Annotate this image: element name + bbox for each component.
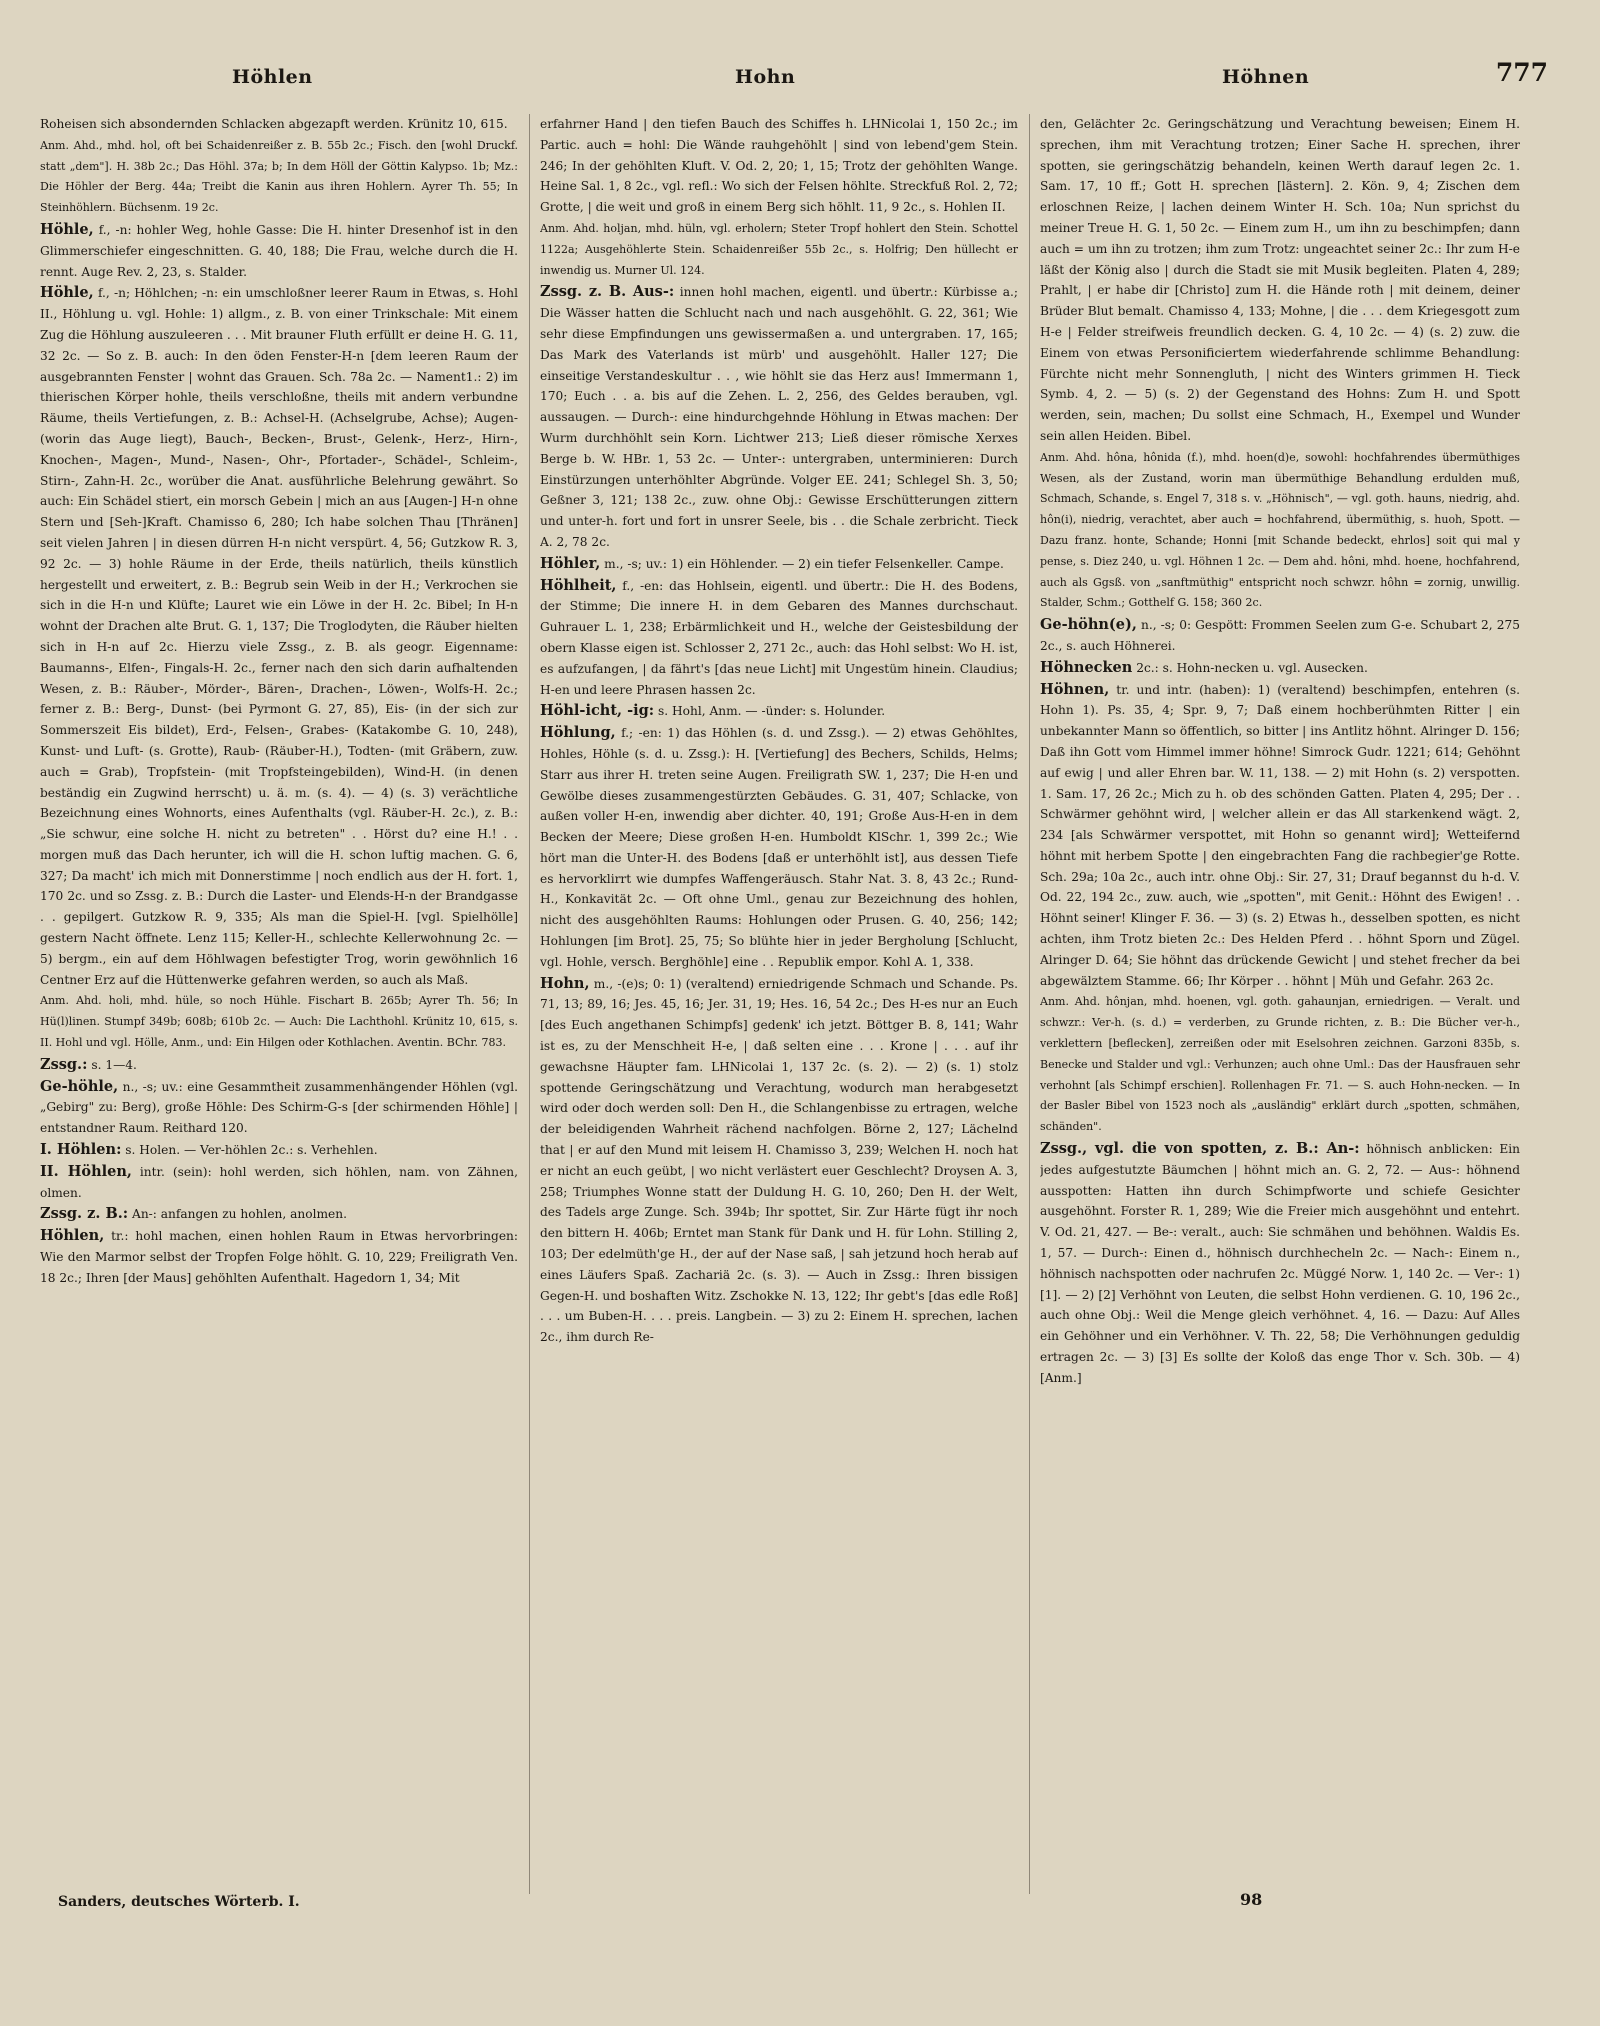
header-left-word: Höhlen [232, 66, 313, 88]
entry-headword: Ge-höhn(e), [1040, 616, 1137, 634]
continuation-paragraph [540, 114, 1018, 218]
entry-headword: Höhlheit, [540, 576, 617, 594]
dictionary-entry [40, 1226, 518, 1288]
continuation-paragraph [40, 114, 518, 135]
entry-text: s. 1—4. [91, 1057, 137, 1072]
dictionary-entry [540, 282, 1018, 552]
entry-text: Anm. Ahd., mhd. hol, oft bei Schaidenreißer z. B. 55b 2c.; Fisch. den [wohl Druckf. statt „dem"]. H. 38b 2c.; Das Höhl. 37a; b; In dem Höll der Göttin Kalypso. 1b; Mz.: Die Höhler der Berg. 44a; Treibt die Kanin aus ihren Hohlern. Ayrer Th. 55; In Steinhöhlern. Büchsenm. 19 2c. [40, 138, 518, 215]
entry-text: erfahrner Hand | den tiefen Bauch des Schiffes h. LHNicolai 1, 150 2c.; im Partic. auch = hohl: Die Wände rauhgehöhlt | sind von lebend'gem Stein. 246; In der gehöhlten Kluft. V. Od. 2, 20; 1, 15; Trotz der gehöhlten Wange. Heine Sal. 1, 8 2c., vgl. refl.: Wo sich der Felsen höhlte. Streckfuß Rol. 2, 72; Grotte, | die weit und groß in einem Berg sich höhlt. 11, 9 2c., s. Hohlen II. [540, 117, 1018, 215]
entry-text: m., -s; uv.: 1) ein Höhlender. — 2) ein tiefer Felsenkeller. Campe. [604, 556, 1004, 571]
text-column-3 [1040, 114, 1520, 1894]
dictionary-entry [40, 1162, 518, 1204]
annotation-paragraph [1040, 992, 1520, 1138]
entry-text: f., -n; Höhlchen; -n: ein umschloßner leerer Raum in Etwas, s. Hohl II., Höhlung u. vgl. Hohle: 1) allgm., z. B. von einer Trinkschale: Mit einem Zug die Höhlung auszuleeren . . . Mit brauner Fluth erfüllt er deine H. G. 11, 32 2c. — So z. B. auch: In den öden Fenster-H-n [dem leeren Raum der ausgebrannten Fenster | wohnt das Grauen. Sch. 78a 2c. — Nament1.: 2) im thierischen Körper hohle, theils verschloßne, theils mit andern verbundne Räume, theils Vertiefungen, z. B.: Achsel-H. (Achselgrube, Achse); Augen- (worin das Auge liegt), Bauch-, Becken-, Brust-, Gelenk-, Herz-, Hirn-, Knochen-, Magen-, Mund-, Nasen-, Ohr-, Pfortader-, Schädel-, Schleim-, Stirn-, Zahn-H. 2c., worüber die Anat. ausführliche Belehrung gewährt. So auch: Ein Schädel stiert, ein morsch Gebein | mich an aus [Augen-] H-n ohne Stern und [Seh-]Kraft. Chamisso 6, 280; Ich habe solchen Thau [Thränen] seit vielen Jahren | in diesen dürren H-n nicht verspürt. 4, 56; Gutzkow R. 3, 92 2c. — 3) hohle Räume in der Erde, theils natürlich, theils künstlich hergestellt und erweitert, z. B.: Begrub sein Weib in der H.; Verkrochen sie sich in die H-n und Klüfte; Lauret wie ein Löwe in der H. 2c. Bibel; In H-n wohnt der Drachen alte Brut. G. 1, 137; Die Troglodyten, die Räuber hielten sich in H-n auf 2c. Hierzu viele Zssg., z. B. als geogr. Eigenname: Baumanns-, Elfen-, Fingals-H. 2c., ferner nach den sich darin aufhaltenden Wesen, z. B.: Räuber-, Mörder-, Bären-, Drachen-, Löwen-, Wolfs-H. 2c.; ferner z. B.: Berg-, Dunst- (bei Pyrmont G. 27, 85), Eis- (in der sich zur Sommerszeit Eis bildet), Erd-, Felsen-, Grabes- (Katakombe G. 10, 248), Kunst- und Luft- (s. Grotte), Raub- (Räuber-H.), Todten- (mit Gräbern, zuw. auch = Grab), Tropfstein- (mit Tropfsteingebilden), Wind-H. (in denen beständig ein Zugwind herrscht) u. ä. m. (s. 4). — 4) (s. 3) verächtliche Bezeichnung eines Wohnorts, eines Aufenthalts (vgl. Räuber-H. 2c.), z. B.: „Sie schwur, eine solche H. nicht zu betreten" . . Hörst du? eine H.! . . morgen muß das Dach herunter, ich will die H. schon luftig machen. G. 6, 327; Da macht' ich mich mit Donnerstimme | noch endlich aus der H. fort. 1, 170 2c. und so Zssg. z. B.: Durch die Laster- und Elends-H-n der Brandgasse . . gepilgert. Gutzkow R. 9, 335; Als man die Spiel-H. [vgl. Spielhölle] gestern Nacht öffnete. Lenz 115; Keller-H., schlechte Kellerwohnung 2c. — 5) bergm., ein auf dem Höhlwagen befestigter Trog, worin gewöhnlich 16 Centner Erz auf die Hüttenwerke gefahren werden, so auch als Maß. [40, 286, 518, 987]
entry-text: tr.: hohl machen, einen hohlen Raum in Etwas hervorbringen: Wie den Marmor selbst der Tropfen Folge höhlt. G. 10, 229; Freiligrath Ven. 18 2c.; Ihren [der Maus] gehöhlten Aufenthalt. Hagedorn 1, 34; Mit [40, 1229, 518, 1285]
dictionary-entry [1040, 658, 1520, 679]
entry-text: Anm. Ahd. holi, mhd. hüle, so noch Hühle. Fischart B. 265b; Ayrer Th. 56; In Hü(l)linen. Stumpf 349b; 608b; 610b 2c. — Auch: Die Lachthohl. Krünitz 10, 615, s. II. Hohl und vgl. Hölle, Anm., und: Ein Hilgen oder Kothlachen. Aventin. BChr. 783. [40, 994, 518, 1050]
entry-headword: Höhl-icht, -ig: [540, 702, 655, 720]
dictionary-entry [540, 974, 1018, 1348]
entry-headword: Höhlung, [540, 724, 616, 742]
entry-headword: Höhnecken [1040, 658, 1133, 676]
dictionary-entry [1040, 615, 1520, 657]
text-column-1 [40, 114, 518, 1894]
annotation-paragraph [1040, 448, 1520, 614]
entry-text: tr. und intr. (haben): 1) (veraltend) beschimpfen, entehren (s. Hohn 1). Ps. 35, 4; Spr. 9, 7; Daß einem hochberühmten Ritter | ein unbekannter Mann so öffentlich, so bitter | ins Antlitz höhnt. Alringer D. 156; Daß ihn Gott vom Himmel immer höhne! Simrock Gudr. 1221; 614; Gehöhnt auf ewig | und aller Ehren bar. W. 11, 138. — 2) mit Hohn (s. 2) verspotten. 1. Sam. 17, 26 2c.; Mich zu h. ob des schönden Gatten. Platen 4, 295; Der . . Schwärmer gehöhnt wird, | welcher allein er das All starkenkend wägt. 2, 234 [als Schwärmer verspottet, mit Hohn so genannt wird]; Wetteifernd höhnt mit herbem Spotte | den eingebrachten Fang die rachbegier'ge Rotte. Sch. 29a; 10a 2c., auch intr. ohne Obj.: Sir. 27, 31; Drauf begannst du h-d. V. Od. 22, 194 2c., zuw. auch, wie „spotten", mit Genit.: Höhnt des Ewigen! . . Höhnt seiner! Klinger F. 36. — 3) (s. 2) Etwas h., desselben spotten, es nicht achten, ihm Trotz bieten 2c.: Des Helden Pferd . . höhnt Sporn und Zügel. Alringer D. 64; Sie höhnt das drückende Gewicht | und stehet frecher da bei abgewälztem Stamme. 66; Ihr Körper . . höhnt | Müh und Gefahr. 263 2c. [1040, 682, 1520, 988]
entry-text: s. Hohl, Anm. — -ünder: s. Holunder. [658, 704, 886, 719]
dictionary-entry [540, 701, 1018, 722]
annotation-paragraph [40, 136, 518, 219]
dictionary-entry [40, 1140, 518, 1161]
entry-text: den, Gelächter 2c. Geringschätzung und Verachtung beweisen; Einem H. sprechen, ihm mit Verachtung trotzen; Einer Sache H. sprechen, ihrer spotten, sie geringschätzig behandeln, keinen Werth darauf legen 2c. 1. Sam. 17, 10 ff.; Gott H. sprechen [lästern]. 2. Kön. 9, 4; Zischen dem erloschnen Reize, | lachen deinem Winter H. Sch. 10a; Nun sprichst du meiner Treue H. G. 1, 50 2c. — Einem zum H., um ihn zu beschimpfen; dann auch = um ihn zu trotzen; ihm zum Trotz: ungeachtet seiner 2c.: Ihr zum H-e läßt der König also | durch die Stadt sie mit Musik begleiten. Platen 4, 289; Prahlt, | er habe dir [Christo] zum H. die Hände roth | mit deinem, deiner Brüder Blut bemalt. Chamisso 4, 133; Mohne, | die . . . dem Kriegesgott zum H-e | Felder streifweis freundlich decken. G. 4, 10 2c. — 4) (s. 2) zuw. die Einem von etwas Personificiertem wiederfahrende schlimme Behandlung: Fürchte nicht mehr Sonnengluth, | nicht des Winters grimmen H. Tieck Symb. 4, 2. — 5) (s. 2) der Gegenstand des Hohns: Zum H. und Spott werden, sein, machen; Du sollst eine Schmach, H., Exempel und Wunder sein allen Heiden. Bibel. [1040, 117, 1520, 443]
annotation-paragraph [540, 219, 1018, 281]
continuation-paragraph [1040, 114, 1520, 447]
entry-headword: Höhle, [40, 220, 94, 238]
dictionary-entry [40, 220, 518, 282]
header-center-word: Hohn [735, 66, 796, 88]
entry-text: Anm. Ahd. hôna, hônida (f.), mhd. hoen(d)e, sowohl: hochfahrendes übermüthiges Wesen, als der Zustand, worin man übermüthige Behandlung erdulden muß, Schmach, Schande, s. Engel 7, 318 s. v. „Höhnisch", — vgl. goth. hauns, niedrig, ahd. hôn(i), niedrig, verachtet, aber auch = hochfahrend, übermüthig, s. huoh, Spott. — Dazu franz. honte, Schande; Honni [mit Schande bedeckt, ehrlos] soit qui mal y pense, s. Diez 240, u. vgl. Höhnen 1 2c. — Dem ahd. hôni, mhd. hoene, hochfahrend, auch als Ggsß. von „sanftmüthig" entspricht noch schwzr. hôhn = zornig, unwillig. Stalder, Schm.; Gotthelf G. 158; 360 2c. [1040, 450, 1520, 610]
page-number: 777 [1495, 58, 1548, 87]
entry-text: f., -en: das Hohlsein, eigentl. und übertr.: Die H. des Bodens, der Stimme; Die innere H. in dem Gebaren des Mannes durchschaut. Guhrauer L. 1, 238; Erbärmlichkeit und H., welche der Geistesbildung der obern Klasse eigen ist. Schlosser 2, 271 2c., auch: das Hohl selbst: Wo H. ist, es aufzufangen, | da fährt's [das neue Licht] mit Ungestüm hinein. Claudius; H-en und leere Phrasen hassen 2c. [540, 578, 1018, 697]
column-rule [1029, 114, 1030, 1894]
entry-text: m., -(e)s; 0: 1) (veraltend) erniedrigende Schmach und Schande. Ps. 71, 13; 89, 16; Jes. 45, 16; Jer. 31, 19; Hes. 16, 54 2c.; Des H-es nur an Euch [des Euch angethanen Schimpfs] gedenk' ich jetzt. Böttger B. 8, 141; Wahr ist es, zu der Menschheit H-e, | daß selten eine . . . Krone | . . . auf ihr gewachsne Häupter fam. LHNicolai 1, 137 2c. (s. 2). — 2) (s. 1) stolz spottende Geringschätzung und Verachtung, wodurch man herabgesetzt wird oder doch werden soll: Den H., die Schlangenbisse zu ertragen, welche der beleidigenden Wahrheit rächend nachfolgen. Börne 2, 127; Lächelnd that | er auf den Mund mit leisem H. Chamisso 3, 239; Welchen H. noch hat er nicht an euch geübt, | wo nicht verlästert euer Geschlecht? Droysen A. 3, 258; Triumphes Wonne statt der Duldung H. G. 10, 260; Den H. der Welt, des Tadels arge Zunge. Sch. 394b; Ihr spottet, Sir. Zur Härte fügt ihr noch den bittern H. 406b; Erntet man Stank für Dank und H. für Lohn. Stilling 2, 103; Der edelmüth'ge H., der auf der Nase saß, | sah jetzund hoch herab auf eines Läufers Spaß. Zachariä 2c. (s. 3). — Auch in Zssg.: Ihren bissigen Gegen-H. und boshaften Witz. Zschokke N. 13, 122; Ihr gebt's [das edle Roß] . . . um Buben-H. . . . preis. Langbein. — 3) zu 2: Einem H. sprechen, lachen 2c., ihm durch Re- [540, 976, 1018, 1345]
entry-text: n., -s; 0: Gespött: Frommen Seelen zum G-e. Schubart 2, 275 2c., s. auch Höhnerei. [1040, 618, 1520, 653]
entry-text: f.; -en: 1) das Höhlen (s. d. und Zssg.). — 2) etwas Gehöhltes, Hohles, Höhle (s. d. u. Zssg.): H. [Vertiefung] des Bechers, Schilds, Helms; Starr aus ihrer H. treten seine Augen. Freiligrath SW. 1, 237; Die H-en und Gewölbe dieses zusammengestürzten Gebäudes. G. 31, 407; Schlacke, von außen voller H-en, inwendig aber dichter. 40, 191; Große Aus-H-en in dem Becken der Meere; Diese großen H-en. Humboldt KlSchr. 1, 399 2c.; Wie hört man die Unter-H. des Bodens [daß er unterhöhlt ist], aus dessen Tiefe es hervorklirrt wie dumpfes Waffengeräusch. Stahr Nat. 3. 8, 43 2c.; Rund-H., Konkavität 2c. — Oft ohne Uml., genau zur Bezeichnung des hohlen, nicht des ausgehöhlten Raums: Hohlungen oder Prusen. G. 40, 256; 142; Hohlungen [im Brot]. 25, 75; So blühte hier in jeder Bergholung [Schlucht, vgl. Hohle, versch. Berghöhle] eine . . Republik empor. Kohl A. 1, 338. [540, 726, 1018, 969]
entry-headword: Zssg. z. B. Aus-: [540, 283, 675, 301]
dictionary-entry [40, 283, 518, 990]
entry-text: Roheisen sich absondernden Schlacken abgezapft werden. Krünitz 10, 615. [40, 117, 508, 131]
entry-text: Anm. Ahd. hônjan, mhd. hoenen, vgl. goth. gahaunjan, erniedrigen. — Veralt. und schwzr.: Ver-h. (s. d.) = verderben, zu Grunde richten, z. B.: Die Bücher ver-h., verklettern [beflecken], zerreißen oder mit Eselsohren zeichnen. Garzoni 835b, s. Benecke und Stalder und vgl.: Verhunzen; auch ohne Uml.: Das der Hausfrauen sehr verhohnt [als Schimpf erschien]. Rollenhagen Fr. 71. — S. auch Hohn-necken. — In der Basler Bibel von 1523 noch als „ausländig" erklärt durch „spotten, schmähen, schänden". [1040, 995, 1520, 1134]
entry-headword: Zssg. z. B.: [40, 1205, 129, 1223]
entry-text: An-: anfangen zu hohlen, anolmen. [132, 1207, 347, 1222]
entry-text: innen hohl machen, eigentl. und übertr.: Kürbisse a.; Die Wässer hatten die Schlucht nach und nach ausgehöhlt. G. 22, 361; Wie sehr diese Empfindungen uns gewissermaßen a. und untergraben. 17, 165; Das Mark des Vaterlands ist mürb' und ausgehöhlt. Haller 127; Die einseitige Verstandeskultur . . , wie höhlt sie das Herz aus! Immermann 1, 170; Euch . . a. bis auf die Zehen. L. 2, 256, des Geldes berauben, vgl. aussaugen. — Durch-: eine hindurchgehnde Höhlung in Etwas machen: Der Wurm durchhöhlt sein Korn. Lichtwer 213; Ließ dieser römische Xerxes Berge b. W. HBr. 1, 53 2c. — Unter-: untergraben, unterminieren: Durch Einstürzungen unterhöhlter Abgründe. Volger EE. 241; Schlegel Sh. 3, 50; Geßner 3, 121; 138 2c., zuw. ohne Obj.: Gewisse Erschütterungen zittern und unter-h. fort und fort in unsrer Seele, bis . . die Schale zerbricht. Tieck A. 2, 78 2c. [540, 285, 1018, 549]
entry-headword: Zssg.: [40, 1055, 88, 1073]
entry-headword: Höhnen, [1040, 680, 1110, 698]
entry-headword: Höhler, [540, 554, 601, 572]
annotation-paragraph [40, 991, 518, 1053]
dictionary-entry [1040, 1139, 1520, 1389]
dictionary-entry [540, 723, 1018, 973]
entry-headword: Zssg., vgl. die von spotten, z. B.: An-: [1040, 1140, 1360, 1158]
dictionary-entry [40, 1204, 518, 1225]
signature-mark: 98 [1240, 1890, 1263, 1909]
entry-text: s. Holen. — Ver-höhlen 2c.: s. Verhehlen. [125, 1143, 378, 1158]
entry-headword: Hohn, [540, 974, 590, 992]
entry-text: f., -n: hohler Weg, hohle Gasse: Die H. hinter Dresenhof ist in den Glimmerschiefer eingeschnitten. G. 40, 188; Die Frau, welche durch die H. rennt. Auge Rev. 2, 23, s. Stalder. [40, 222, 518, 279]
entry-headword: Höhle, [40, 284, 94, 302]
column-rule [529, 114, 530, 1894]
text-column-2 [540, 114, 1018, 1894]
entry-headword: II. Höhlen, [40, 1162, 132, 1180]
entry-headword: Höhlen, [40, 1227, 105, 1245]
footer-credit: Sanders, deutsches Wörterb. I. [58, 1894, 300, 1910]
entry-text: höhnisch anblicken: Ein jedes aufgestutzte Bäumchen | höhnt mich an. G. 2, 72. — Aus-: höhnend ausspotten: Hatten ihn durch Schimpfworte und schiefe Gesichter ausgehöhnt. Forster R. 1, 289; Wie die Freier mich ausgehöhnt und entehrt. V. Od. 21, 427. — Be-: veralt., auch: Sie schmähen und behöhnen. Waldis Es. 1, 57. — Durch-: Einen d., höhnisch durchhecheln 2c. — Nach-: Einem n., höhnisch nachspotten oder nachrufen 2c. Müggé Norw. 1, 140 2c. — Ver-: 1) [1]. — 2) [2] Verhöhnt von Leuten, die selbst Hohn verdienen. G. 10, 196 2c., auch ohne Obj.: Weil die Menge gleich verhöhnet. 4, 16. — Dazu: Auf Alles ein Gehöhner und ein Verhöhner. V. Th. 22, 58; Die Verhöhnungen geduldig ertragen 2c. — 3) [3] Es sollte der Koloß das enge Thor v. Sch. 30b. — 4) [Anm.] [1040, 1142, 1520, 1385]
dictionary-entry [1040, 680, 1520, 992]
entry-text: intr. (sein): hohl werden, sich höhlen, nam. von Zähnen, olmen. [40, 1164, 518, 1200]
dictionary-entry [540, 554, 1018, 575]
entry-headword: Ge-höhle, [40, 1077, 119, 1095]
entry-headword: I. Höhlen: [40, 1141, 122, 1159]
dictionary-entry [540, 576, 1018, 701]
entry-text: 2c.: s. Hohn-necken u. vgl. Ausecken. [1136, 660, 1368, 675]
entry-text: Anm. Ahd. holjan, mhd. hüln, vgl. erholern; Steter Tropf hohlert den Stein. Schottel 1122a; Ausgehöhlerte Stein. Schaidenreißer 55b 2c., s. Holfrig; Den hüllecht er inwendig us. Murner Ul. 124. [540, 221, 1018, 277]
entry-text: n., -s; uv.: eine Gesammtheit zusammenhängender Höhlen (vgl. „Gebirg" zu: Berg), große Höhle: Des Schirm-G-s [der schirmenden Höhle] | entstandner Raum. Reithard 120. [40, 1079, 518, 1136]
dictionary-entry [40, 1077, 518, 1139]
header-right-word: Höhnen [1222, 66, 1310, 88]
dictionary-entry [40, 1055, 518, 1076]
